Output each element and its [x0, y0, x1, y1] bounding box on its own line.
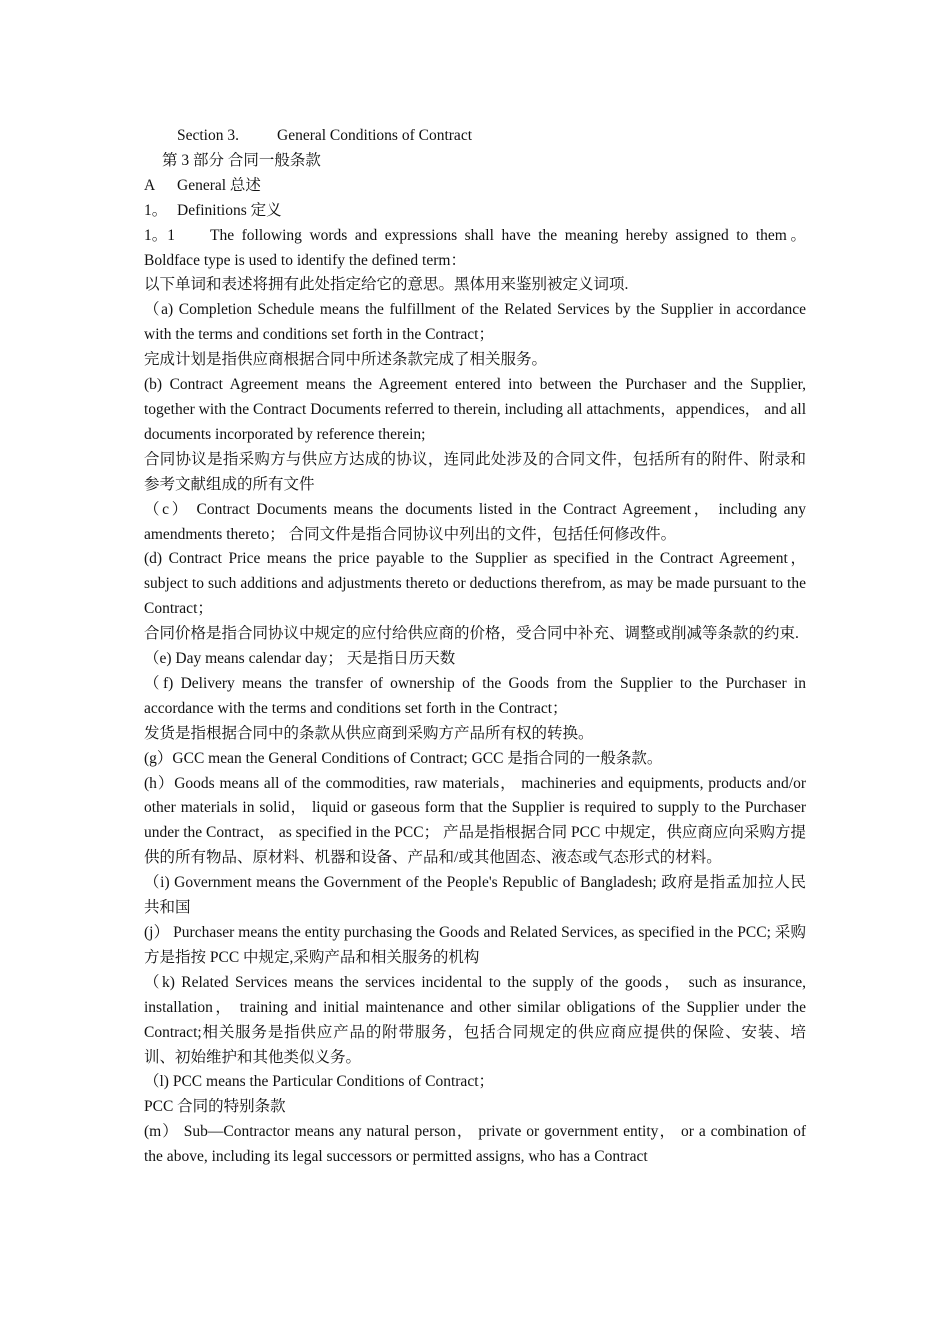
clause-1-1-label: 1。1 [144, 226, 176, 244]
clause-1-label: 1。 [144, 201, 168, 219]
definition-b-en: (b) Contract Agreement means the Agreement entered into between the Purchaser and the Supplier, together with the Contract Documents referred to therein, including all attachments，appendices， and all documents incorporated by reference therein; [144, 376, 806, 443]
section-title-cn: 第 3 部分 合同一般条款 [162, 151, 321, 169]
definition-g: (g）GCC mean the General Conditions of Contract; GCC 是指合同的一般条款。 [144, 749, 663, 767]
part-a-text: General 总述 [177, 176, 261, 194]
definition-h: (h）Goods means all of the commodities, raw materials， machineries and equipments, products and/or other materials in solid， liquid or gaseous form that the Supplier is required to supply to the Purchaser under the Contract， as specified in the PCC； 产品是指根据合同 PCC 中规定，供应商应向采购方提供的所有物品、原材料、机器和设备、产品和/或其他固态、液态或气态形式的材料。 [144, 774, 806, 867]
definition-l-en: （l) PCC means the Particular Conditions of Contract； [144, 1073, 494, 1091]
definition-f-en: （f) Delivery means the transfer of ownership of the Goods from the Supplier to the Purchaser in accordance with the terms and conditions set forth in the Contract； [144, 674, 806, 717]
clause-1-1 [144, 224, 806, 274]
definition-d-cn: 合同价格是指合同协议中规定的应付给供应商的价格，受合同中补充、调整或削减等条款的约束. [144, 625, 799, 643]
definition-m: (m） Sub—Contractor means any natural person， private or government entity， or a combination of the above, including its legal successors or permitted assigns, who has a Contract [144, 1123, 806, 1166]
definition-a-en: （a) Completion Schedule means the fulfillment of the Related Services by the Supplier in accordance with the terms and conditions set forth in the Contract； [144, 301, 806, 344]
clause-1-1-text: The following words and expressions shall have the meaning hereby assigned to them。Boldface type is used to identify the defined term： [144, 226, 806, 269]
definition-j: (j） Purchaser means the entity purchasing the Goods and Related Services, as specified in the PCC; 采购方是指按 PCC 中规定,采购产品和相关服务的机构 [144, 924, 806, 966]
definition-a-cn: 完成计划是指供应商根据合同中所述条款完成了相关服务。 [144, 351, 548, 369]
definition-c: （c） Contract Documents means the documents listed in the Contract Agreement， including any amendments thereto； 合同文件是指合同协议中列出的文件，包括任何修改件。 [144, 500, 806, 543]
section-heading [144, 124, 806, 149]
section-number: Section 3. [177, 127, 239, 144]
document-page [144, 124, 806, 1170]
definition-e: （e) Day means calendar day； 天是指日历天数 [144, 650, 456, 668]
definition-k: （k) Related Services means the services incidental to the supply of the goods， such as insurance, installation， training and initial maintenance and other similar obligations of the Supplier under the Contract;相关服务是指供应产品的附带服务，包括合同规定的供应商应提供的保险、安装、培训、初始维护和其他类似义务。 [144, 973, 806, 1066]
section-title: General Conditions of Contract [277, 127, 472, 144]
part-a-label: A [144, 176, 156, 194]
definition-b-cn: 合同协议是指采购方与供应方达成的协议，连同此处涉及的合同文件，包括所有的附件、附录和参考文献组成的所有文件 [144, 450, 806, 493]
clause-1-heading [144, 199, 806, 224]
definition-f-cn: 发货是指根据合同中的条款从供应商到采购方产品所有权的转换。 [144, 724, 594, 742]
definition-i: （i) Government means the Government of the People's Republic of Bangladesh; 政府是指孟加拉人民共和国 [144, 874, 806, 917]
definition-l-cn: PCC 合同的特别条款 [144, 1098, 286, 1116]
clause-1-1-cn: 以下单词和表述将拥有此处指定给它的意思。黑体用来鉴别被定义词项. [144, 276, 629, 294]
clause-1-text: Definitions 定义 [177, 201, 282, 219]
part-a-heading [144, 174, 806, 199]
definition-d-en: (d) Contract Price means the price payable to the Supplier as specified in the Contract Agreement， subject to such additions and adjustments thereto or deductions therefrom, as may be made pursuant to the Contract； [144, 550, 806, 618]
